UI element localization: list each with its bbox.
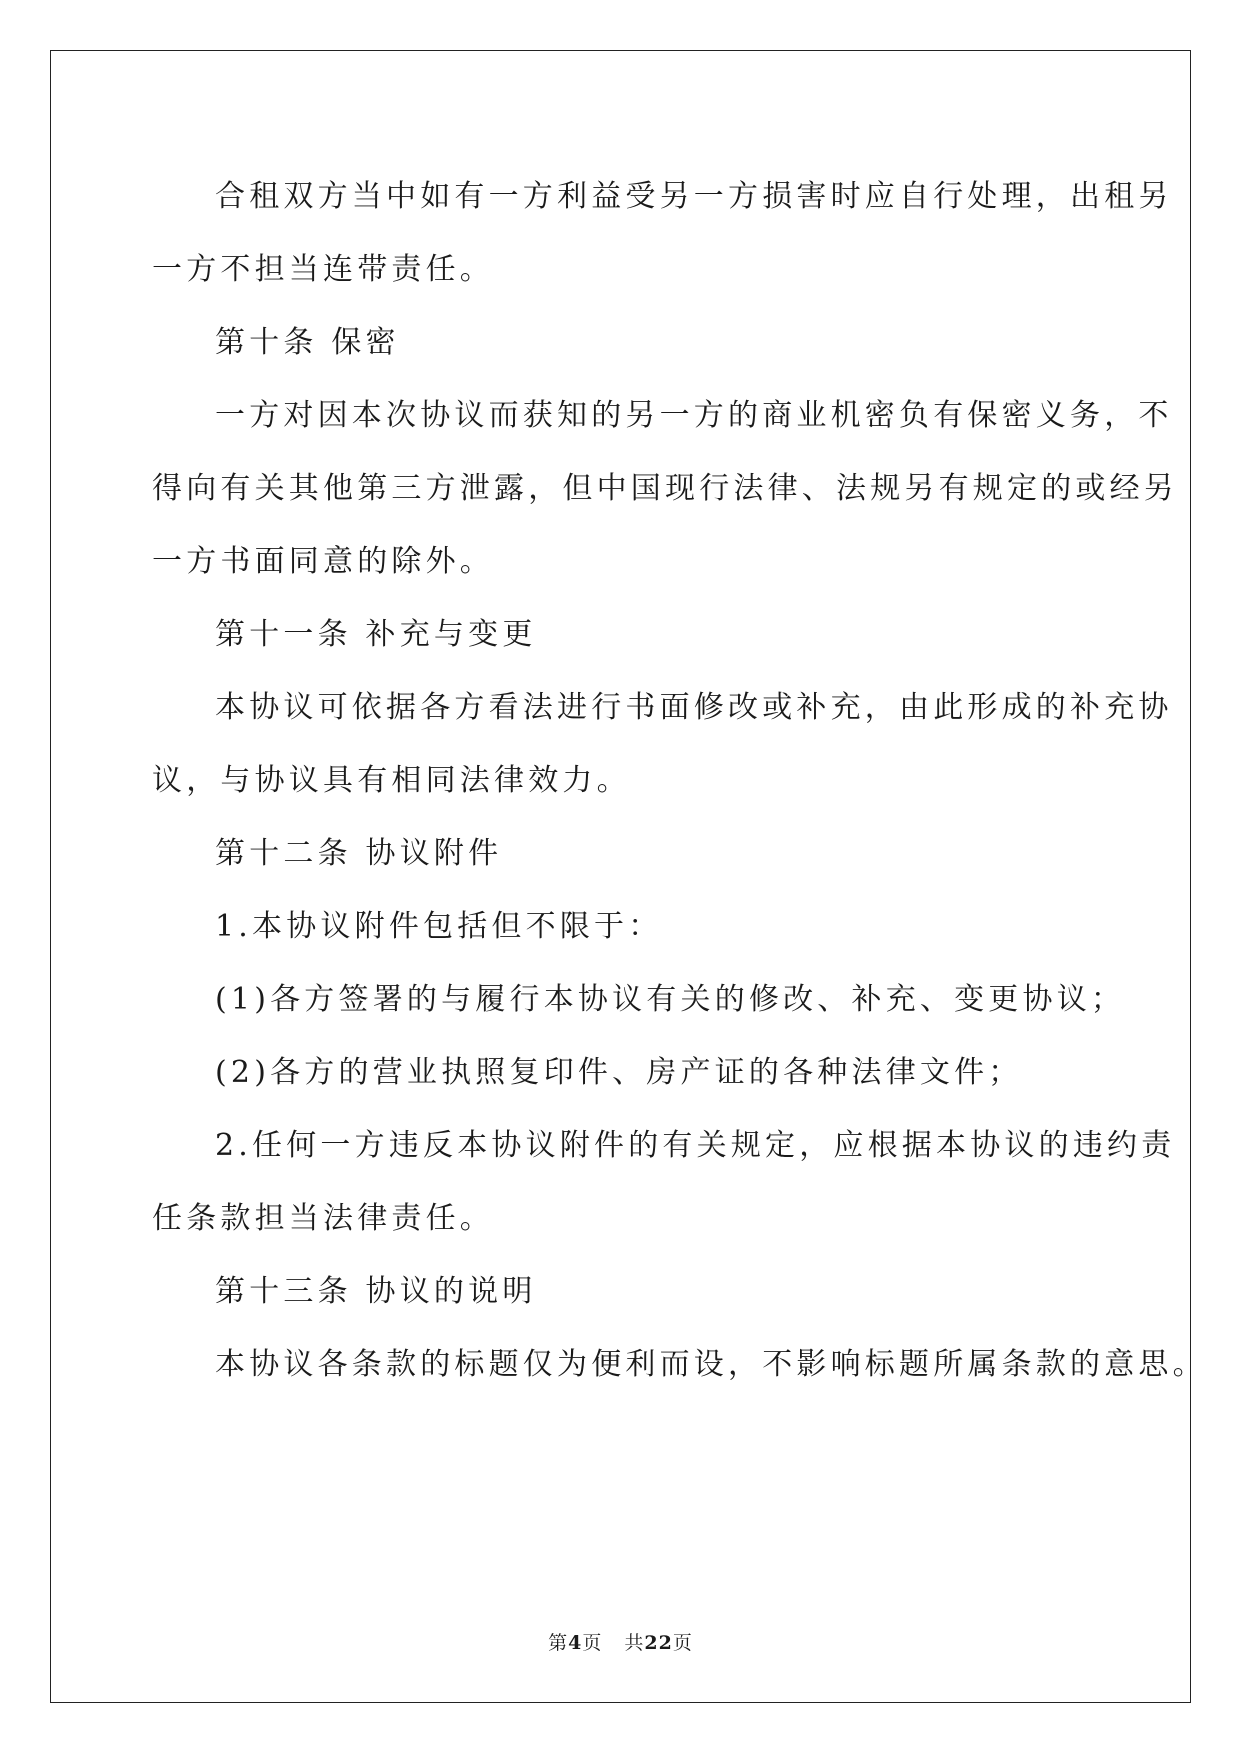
- article-heading: 第十三条 协议的说明: [215, 1274, 537, 1309]
- paragraph-line: 一方书面同意的除外。: [152, 544, 494, 579]
- paragraph-line: 任条款担当法律责任。: [152, 1201, 494, 1236]
- current-page-number: 4: [568, 1632, 583, 1654]
- list-item: 1.本协议附件包括但不限于：: [215, 909, 663, 944]
- paragraph-line: 一方对因本次协议而获知的另一方的商业机密负有保密义务，不: [215, 398, 1173, 433]
- page-label-prefix: 第: [548, 1632, 569, 1654]
- list-item: 2.任何一方违反本协议附件的有关规定，应根据本协议的违约责: [215, 1128, 1176, 1163]
- paragraph-line: 得向有关其他第三方泄露，但中国现行法律、法规另有规定的或经另: [152, 471, 1178, 506]
- list-item: (1)各方签署的与履行本协议有关的修改、补充、变更协议；: [215, 982, 1126, 1017]
- paragraph-line: 合租双方当中如有一方利益受另一方损害时应自行处理，出租另: [215, 179, 1173, 214]
- total-label-suffix: 页: [672, 1632, 693, 1654]
- article-heading: 第十条 保密: [215, 325, 400, 360]
- page-footer: [0, 1628, 1241, 1655]
- total-label-prefix: 共: [624, 1632, 645, 1654]
- paragraph-line: 一方不担当连带责任。: [152, 252, 494, 287]
- paragraph-line: 本协议各条款的标题仅为便利而设，不影响标题所属条款的意思。: [215, 1347, 1207, 1382]
- paragraph-line: 议，与协议具有相同法律效力。: [152, 763, 631, 798]
- total-page-number: 22: [644, 1632, 673, 1654]
- document-body: [152, 160, 1207, 1401]
- list-item: (2)各方的营业执照复印件、房产证的各种法律文件；: [215, 1055, 1023, 1090]
- article-heading: 第十一条 补充与变更: [215, 617, 537, 652]
- page-label-suffix: 页: [582, 1632, 603, 1654]
- paragraph-line: 本协议可依据各方看法进行书面修改或补充，由此形成的补充协: [215, 690, 1173, 725]
- article-heading: 第十二条 协议附件: [215, 836, 503, 871]
